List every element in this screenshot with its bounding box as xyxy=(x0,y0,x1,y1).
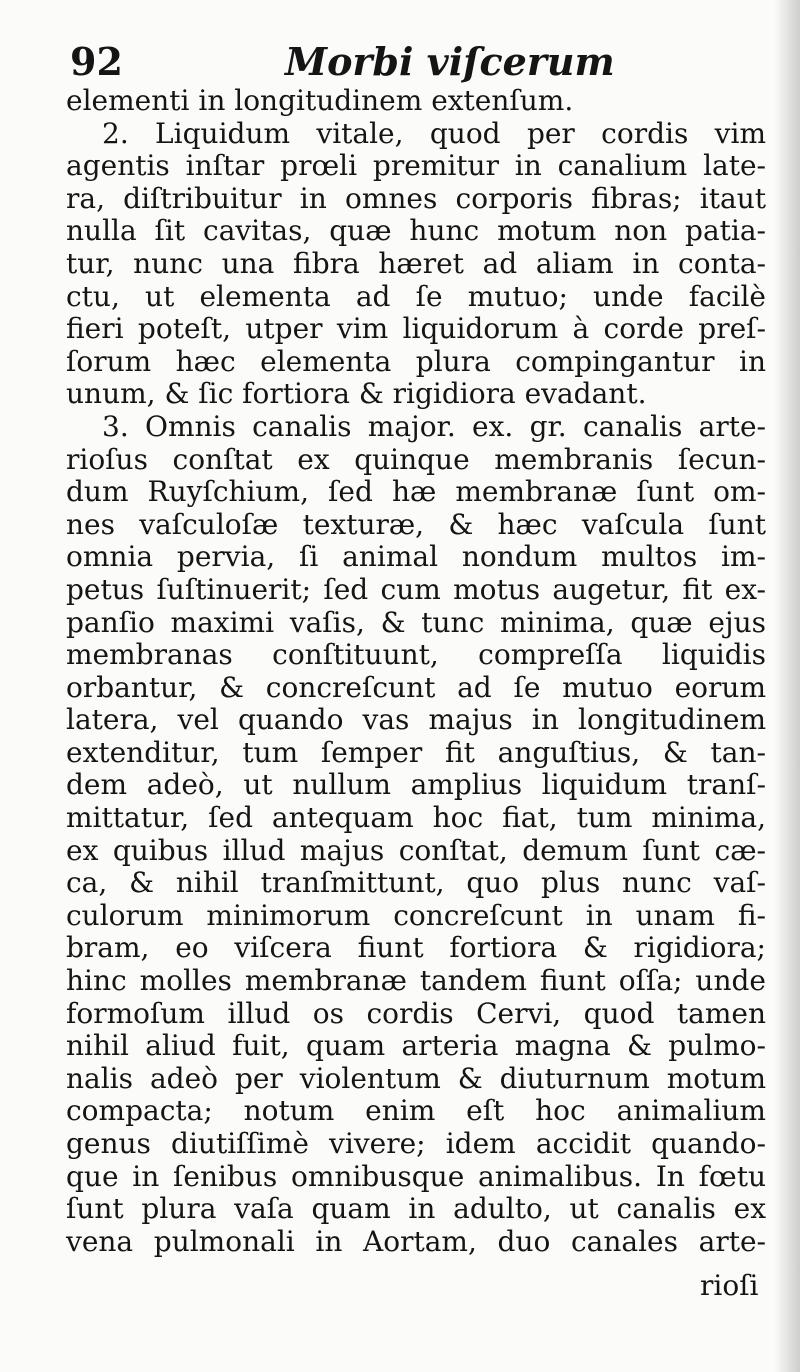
text-line: ſunt plura vaſa quam in adulto, ut canalis ex xyxy=(66,1192,766,1226)
page-edge-shadow xyxy=(774,0,800,1372)
text-line: compacta; notum enim eſt hoc animalium xyxy=(66,1094,766,1128)
text-line: omnia pervia, ſi animal nondum multos im- xyxy=(66,540,766,574)
text-line: extenditur, tum ſemper fit anguſtius, & tan- xyxy=(66,735,766,769)
text-line: dem adeò, ut nullum amplius liquidum tranſ- xyxy=(66,768,766,802)
text-line: 3. Omnis canalis major. ex. gr. canalis arte- xyxy=(102,409,766,443)
text-line: elementi in longitudinem extenſum. xyxy=(66,84,574,117)
text-line: ctu, ut elementa ad ſe mutuo; unde facilè xyxy=(66,279,766,313)
text-line: ca, & nihil tranſmittunt, quo plus nunc vaſ- xyxy=(66,866,766,900)
text-line: panſio maximi vaſis, & tunc minima, quæ ejus xyxy=(66,605,766,639)
text-line: agentis inſtar prœli premitur in canalium late- xyxy=(66,149,766,183)
text-line: tur, nunc una fibra hæret ad aliam in conta- xyxy=(66,246,766,280)
text-line: hinc molles membranæ tandem fiunt oſſa; unde xyxy=(66,964,766,998)
body-text xyxy=(66,85,766,1258)
text-line: bram, eo viſcera fiunt fortiora & rigidiora; xyxy=(66,931,766,965)
text-line: nulla ſit cavitas, quæ hunc motum non patia- xyxy=(66,214,766,248)
text-line: nalis adeò per violentum & diuturnum motum xyxy=(66,1061,766,1095)
text-line: genus diutiſſimè vivere; idem accidit quando- xyxy=(66,1127,766,1160)
page-number: 92 xyxy=(70,39,123,84)
text-line: nihil aliud fuit, quam arteria magna & pulmo- xyxy=(66,1029,766,1063)
text-line: rioſus conſtat ex quinque membranis ſecun- xyxy=(66,442,766,476)
text-line: mittatur, ſed antequam hoc fiat, tum minima, xyxy=(66,801,766,835)
text-line: ex quibus illud majus conſtat, demum ſunt cæ- xyxy=(66,833,766,867)
text-line: fieri poteſt, utper vim liquidorum à corde preſ- xyxy=(66,312,766,346)
page-header xyxy=(70,38,750,86)
text-line: vena pulmonali in Aortam, duo canales arte- xyxy=(66,1224,766,1258)
text-line: nes vaſculoſæ texturæ, & hæc vaſcula ſunt xyxy=(66,507,766,541)
text-line: culorum minimorum concreſcunt in unam fi- xyxy=(66,898,766,932)
text-line: petus ſuſtinuerit; ſed cum motus augetur, fit ex- xyxy=(66,572,766,606)
text-line: ra, diſtribuitur in omnes corporis fibras; itaut xyxy=(66,181,766,215)
running-head: Morbi viſcerum xyxy=(285,39,615,84)
text-line: unum, & ſic fortiora & rigidiora evadant. xyxy=(66,377,647,411)
text-line: membranas conſtituunt, compreſſa liquidis xyxy=(66,638,766,672)
catchword: rioſi xyxy=(700,1269,759,1302)
text-line: latera, vel quando vas majus in longitudinem xyxy=(66,703,766,737)
text-line: dum Ruyſchium, ſed hæ membranæ ſunt om- xyxy=(66,475,766,509)
text-line: 2. Liquidum vitale, quod per cordis vim xyxy=(102,116,766,150)
text-line: ſorum hæc elementa plura compingantur in xyxy=(66,344,766,378)
text-line: orbantur, & concreſcunt ad ſe mutuo eorum xyxy=(66,670,766,704)
text-line: que in ſenibus omnibusque animalibus. In fœtu xyxy=(66,1159,766,1193)
text-line: formoſum illud os cordis Cervi, quod tamen xyxy=(66,996,766,1030)
